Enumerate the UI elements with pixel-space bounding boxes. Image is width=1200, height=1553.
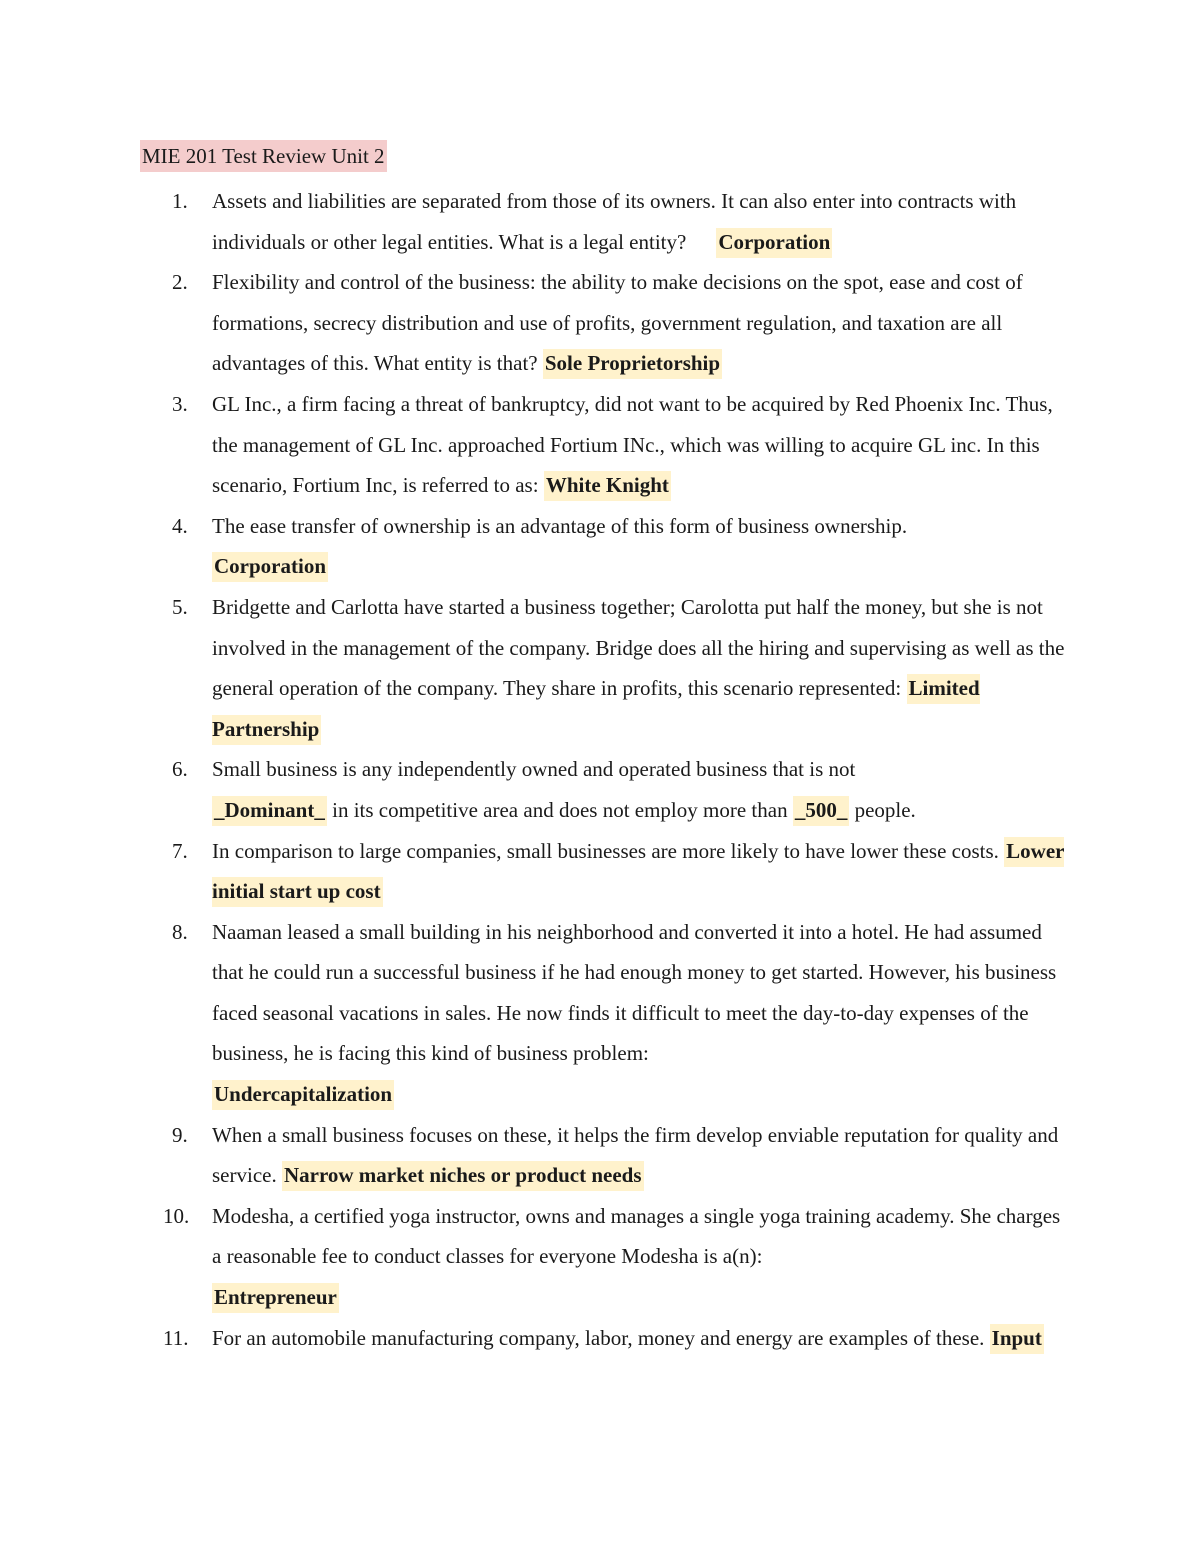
question-text: In comparison to large companies, small businesses are more likely to have lower these costs. — [212, 838, 999, 863]
answer-highlight: Narrow market niches or product needs — [282, 1161, 644, 1191]
answer-highlight: Lower initial start up cost — [212, 837, 1064, 908]
question-number: 8. — [172, 919, 188, 944]
question-item — [140, 262, 1070, 384]
answer-highlight: Undercapitalization — [212, 1080, 394, 1110]
page-title: MIE 201 Test Review Unit 2 — [140, 140, 387, 172]
question-text: The ease transfer of ownership is an advantage of this form of business ownership. — [212, 513, 908, 538]
question-number: 4. — [172, 513, 188, 538]
question-text: people. — [854, 797, 916, 822]
question-item — [140, 1115, 1070, 1196]
question-number: 2. — [172, 270, 188, 295]
question-item — [140, 506, 1070, 587]
question-text: in its competitive area and does not employ more than — [332, 797, 788, 822]
question-item — [140, 181, 1070, 262]
answer-highlight: Entrepreneur — [212, 1283, 339, 1313]
question-item — [140, 912, 1070, 1115]
question-text: Assets and liabilities are separated from those of its owners. It can also enter into contracts with individuals or other legal entities. What is a legal entity? — [212, 189, 1017, 254]
answer-highlight: Limited Partnership — [212, 674, 980, 745]
question-text: Bridgette and Carlotta have started a business together; Carolotta put half the money, but she is not involved in the management of the company. Bridge does all the hiring and supervising as well as the general operation of the company. They share in profits, this scenario represented: — [212, 594, 1065, 701]
question-item — [140, 587, 1070, 749]
question-text: For an automobile manufacturing company, labor, money and energy are examples of these. — [212, 1325, 985, 1350]
question-number: 10. — [163, 1203, 190, 1228]
question-number: 11. — [163, 1325, 189, 1350]
question-text: Small business is any independently owned and operated business that is not — [212, 757, 856, 782]
answer-highlight: Corporation — [212, 552, 328, 582]
question-number: 7. — [172, 838, 188, 863]
question-item — [140, 384, 1070, 506]
question-item — [140, 1196, 1070, 1318]
question-list — [140, 181, 1070, 1358]
question-item — [140, 749, 1070, 830]
question-number: 6. — [172, 757, 188, 782]
question-text: GL Inc., a firm facing a threat of bankruptcy, did not want to be acquired by Red Phoenix Inc. Thus, the management of GL Inc. approached Fortium INc., which was willing to acquire GL inc. In this scenario, Fortium Inc, is referred to as: — [212, 391, 1053, 498]
question-number: 5. — [172, 594, 188, 619]
question-number: 3. — [172, 391, 188, 416]
answer-highlight: Sole Proprietorship — [543, 349, 722, 379]
answer-highlight: _500_ — [793, 796, 850, 826]
question-item — [140, 1318, 1070, 1359]
question-text: Flexibility and control of the business: the ability to make decisions on the spot, ease and cost of formations, secrecy distribution and use of profits, government regulation, and taxation are all advantages of this. What entity is that? — [212, 270, 1023, 376]
question-text: Modesha, a certified yoga instructor, owns and manages a single yoga training academy. She charges a reasonable fee to conduct classes for everyone Modesha is a(n): — [212, 1203, 1061, 1269]
question-number: 1. — [172, 189, 188, 213]
answer-highlight: Corporation — [716, 228, 832, 258]
question-number: 9. — [172, 1122, 188, 1147]
question-item — [140, 831, 1070, 912]
answer-highlight: White Knight — [544, 471, 671, 501]
answer-highlight: _Dominant_ — [212, 796, 327, 826]
answer-highlight: Input — [990, 1324, 1044, 1354]
question-text: When a small business focuses on these, it helps the firm develop enviable reputation for quality and service. — [212, 1122, 1059, 1188]
question-text: Naaman leased a small building in his neighborhood and converted it into a hotel. He had assumed that he could run a successful business if he had enough money to get started. However, his business faced seasonal vacations in sales. He now finds it difficult to meet the day-to-day expenses of the business, he is facing this kind of business problem: — [212, 919, 1057, 1066]
